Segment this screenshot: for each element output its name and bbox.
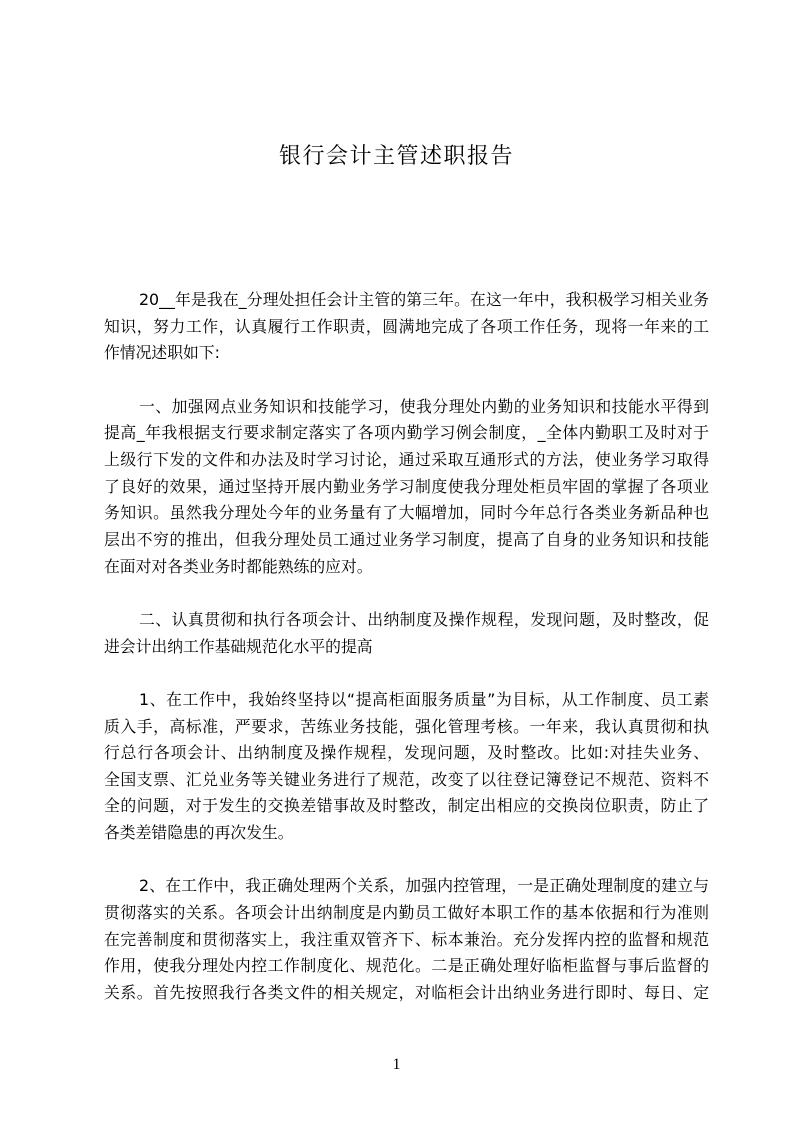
paragraph-line: 作用，使我分理处内控工作制度化、规范化。二是正确处理好临柜监督与事后监督的 (104, 956, 709, 976)
page-number: 1 (392, 1056, 401, 1073)
paragraph-line: 上级行下发的文件和办法及时学习讨论，通过采取互通形式的方法，使业务学习取得 (104, 449, 709, 469)
paragraph-line: 务知识。虽然我分理处今年的业务量有了大幅增加，同时今年总行各类业务新品种也 (104, 503, 709, 523)
paragraph-line: 一、加强网点业务知识和技能学习，使我分理处内勤的业务知识和技能水平得到 (139, 396, 709, 416)
paragraph-line: 层出不穷的推出，但我分理处员工通过业务学习制度，提高了自身的业务知识和技能 (104, 529, 709, 549)
paragraph-line: 知识，努力工作，认真履行工作职责，圆满地完成了各项工作任务，现将一年来的工 (104, 316, 709, 336)
paragraph-line: 在完善制度和贯彻落实上，我注重双管齐下、标本兼治。充分发挥内控的监督和规范 (104, 929, 709, 949)
paragraph-line: 全的问题，对于发生的交换差错事故及时整改，制定出相应的交换岗位职责，防止了 (104, 796, 709, 816)
paragraph-line: 作情况述职如下: (104, 343, 220, 363)
paragraph-line: 1、在工作中，我始终坚持以“提高柜面服务质量”为目标，从工作制度、员工素 (139, 689, 709, 709)
paragraph-section-1 (104, 394, 709, 581)
paragraph-line: 20__年是我在_分理处担任会计主管的第三年。在这一年中，我积极学习相关业务 (139, 290, 709, 309)
paragraph-line: 了良好的效果，通过坚持开展内勤业务学习制度使我分理处柜员牢固的掌握了各项业 (104, 476, 709, 496)
paragraph-line: 关系。首先按照我行各类文件的相关规定，对临柜会计出纳业务进行即时、每日、定 (104, 983, 709, 1003)
paragraph-line: 在面对对各类业务时都能熟练的应对。 (104, 556, 373, 576)
paragraph-line: 进会计出纳工作基础规范化水平的提高 (104, 636, 373, 656)
paragraph-intro (104, 287, 709, 367)
paragraph-section-2-heading (104, 607, 709, 660)
paragraph-line: 行总行各项会计、出纳制度及操作规程，发现问题，及时整改。比如:对挂失业务、 (104, 743, 709, 763)
paragraph-line: 二、认真贯彻和执行各项会计、出纳制度及操作规程，发现问题，及时整改，促 (139, 609, 709, 629)
paragraph-line: 提高_年我根据支行要求制定落实了各项内勤学习例会制度，_全体内勤职工及时对于 (104, 423, 709, 443)
document-title: 银行会计主管述职报告 (278, 144, 514, 169)
paragraph-line: 全国支票、汇兑业务等关键业务进行了规范，改变了以往登记簿登记不规范、资料不 (104, 769, 709, 789)
paragraph-line: 各类差错隐患的再次发生。 (104, 823, 294, 843)
document-body (104, 287, 709, 1033)
paragraph-item-2 (104, 873, 709, 1006)
paragraph-item-1 (104, 687, 709, 847)
paragraph-line: 2、在工作中，我正确处理两个关系，加强内控管理，一是正确处理制度的建立与 (139, 876, 709, 896)
paragraph-line: 贯彻落实的关系。各项会计出纳制度是内勤员工做好本职工作的基本依据和行为准则 (104, 903, 709, 923)
paragraph-line: 质入手，高标准，严要求，苦练业务技能，强化管理考核。一年来，我认真贯彻和执 (104, 716, 709, 736)
